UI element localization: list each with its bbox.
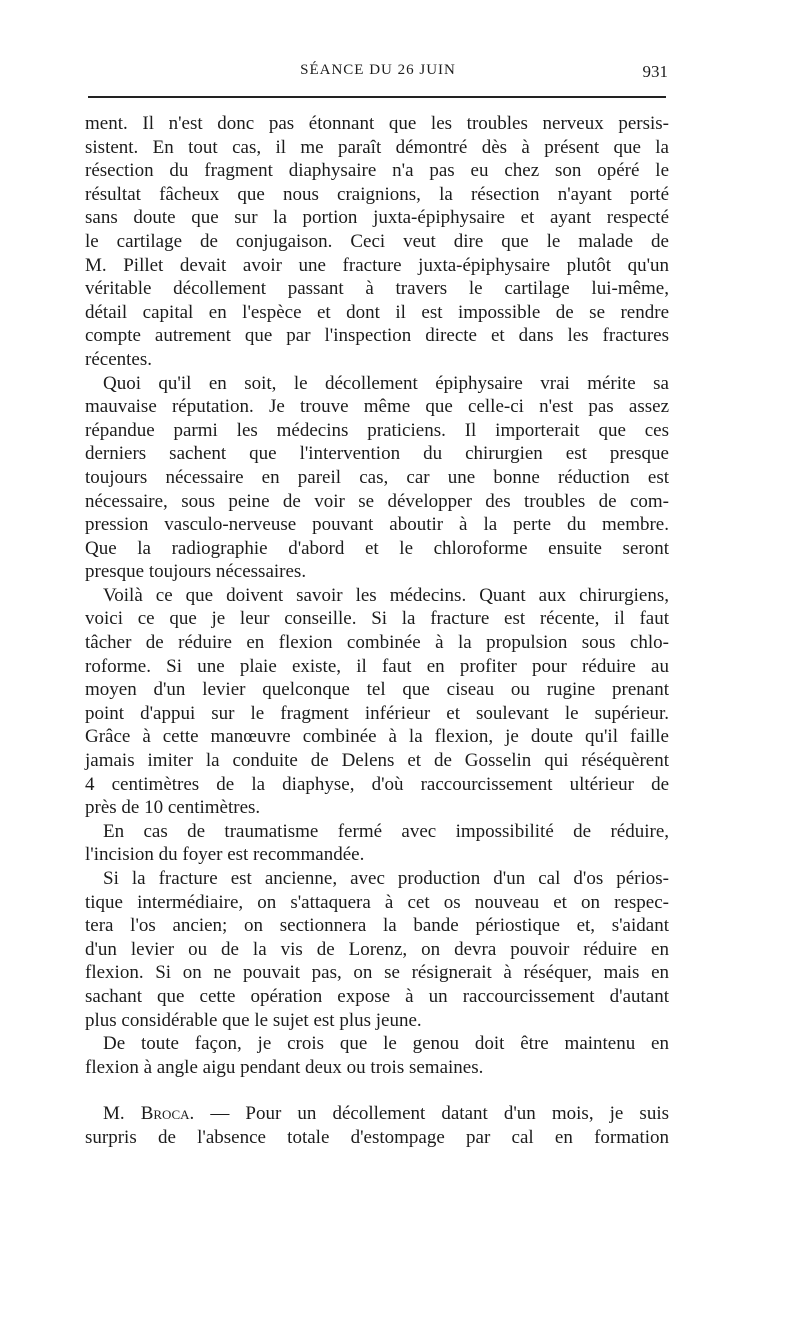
- text-line: nécessaire, sous peine de voir se développer des troubles de com-: [85, 490, 669, 512]
- text-line: tique intermédiaire, on s'attaquera à cet os nouveau et on respec-: [85, 891, 669, 913]
- text-line: résultat fâcheux que nous craignions, la résection n'ayant porté: [85, 183, 669, 205]
- text-line: répandue parmi les médecins praticiens. Il importerait que ces: [85, 419, 669, 441]
- text-line: sistent. En tout cas, il me paraît démontré dès à présent que la: [85, 136, 669, 158]
- text-line: jamais imiter la conduite de Delens et de Gosselin qui réséquèrent: [85, 750, 669, 772]
- text-line: plus considérable que le sujet est plus jeune.: [85, 1009, 422, 1031]
- text-line: pression vasculo-nerveuse pouvant aboutir à la perte du membre.: [85, 514, 669, 536]
- text-line: l'incision du foyer est recommandée.: [85, 844, 365, 866]
- text-line: sans doute que sur la portion juxta-épiphysaire et ayant respecté: [85, 207, 669, 229]
- text-line: voici ce que je leur conseille. Si la fracture est récente, il faut: [85, 608, 669, 630]
- text-line: En cas de traumatisme fermé avec impossibilité de réduire,: [103, 820, 669, 842]
- text-line: récentes.: [85, 348, 152, 370]
- speaker-text: — Pour un décollement datant d'un mois, je suis: [194, 1103, 669, 1125]
- text-line: roforme. Si une plaie existe, il faut en profiter pour réduire au: [85, 655, 669, 677]
- text-line: Si la fracture est ancienne, avec production d'un cal d'os périos-: [103, 868, 669, 889]
- text-line: 4 centimètres de la diaphyse, d'où raccourcissement ultérieur de: [85, 773, 669, 795]
- running-head: [88, 62, 668, 88]
- running-title: SÉANCE DU 26 JUIN: [300, 62, 456, 78]
- text-line: Quoi qu'il en soit, le décollement épiphysaire vrai mérite sa: [103, 372, 669, 394]
- text-line: compte autrement que par l'inspection directe et dans les fractures: [85, 325, 669, 347]
- header-rule: [88, 96, 666, 98]
- speaker-name: M. Broca.: [103, 1103, 195, 1125]
- text-line: véritable décollement passant à travers le cartilage lui-même,: [85, 278, 669, 300]
- text-line: derniers sachent que l'intervention du chirurgien est presque: [85, 443, 669, 465]
- text-line: M. Pillet devait avoir une fracture juxta-épiphysaire plutôt qu'un: [85, 254, 669, 276]
- text-line: surpris de l'absence totale d'estompage par cal en formation: [85, 1126, 669, 1148]
- paragraph-spacer: [85, 1079, 669, 1102]
- text-line: Grâce à cette manœuvre combinée à la flexion, je doute qu'il faille: [85, 726, 669, 748]
- text-line: mauvaise réputation. Je trouve même que celle-ci n'est pas assez: [85, 396, 669, 418]
- text-line: moyen d'un levier quelconque tel que ciseau ou rugine prenant: [85, 679, 669, 701]
- text-line: résection du fragment diaphysaire n'a pas eu chez son opéré le: [85, 160, 669, 182]
- body-text: [85, 112, 669, 1150]
- text-line: d'un levier ou de la vis de Lorenz, on devra pouvoir réduire en: [85, 938, 669, 960]
- text-line: ment. Il n'est donc pas étonnant que les troubles nerveux persis-: [85, 113, 669, 134]
- speaker-line: [85, 1102, 669, 1126]
- text-line: tera l'os ancien; on sectionnera la bande périostique et, s'aidant: [85, 915, 669, 937]
- text-line: tâcher de réduire en flexion combinée à la propulsion sous chlo-: [85, 632, 669, 654]
- text-line: presque toujours nécessaires.: [85, 561, 307, 583]
- text-line: flexion à angle aigu pendant deux ou trois semaines.: [85, 1056, 484, 1078]
- text-line: De toute façon, je crois que le genou doit être maintenu en: [103, 1033, 669, 1055]
- text-line: près de 10 centimètres.: [85, 797, 261, 819]
- text-line: flexion. Si on ne pouvait pas, on se résignerait à réséquer, mais en: [85, 962, 669, 984]
- page-number: 931: [642, 62, 668, 81]
- text-line: le cartilage de conjugaison. Ceci veut dire que le malade de: [85, 230, 669, 252]
- text-line: point d'appui sur le fragment inférieur et soulevant le supérieur.: [85, 702, 669, 724]
- text-line: toujours nécessaire en pareil cas, car une bonne réduction est: [85, 466, 669, 488]
- text-line: détail capital en l'espèce et dont il est impossible de se rendre: [85, 301, 669, 323]
- text-line: Que la radiographie d'abord et le chloroforme ensuite seront: [85, 537, 669, 559]
- text-line: Voilà ce que doivent savoir les médecins. Quant aux chirurgiens,: [103, 584, 669, 606]
- text-line: sachant que cette opération expose à un raccourcissement d'autant: [85, 985, 669, 1007]
